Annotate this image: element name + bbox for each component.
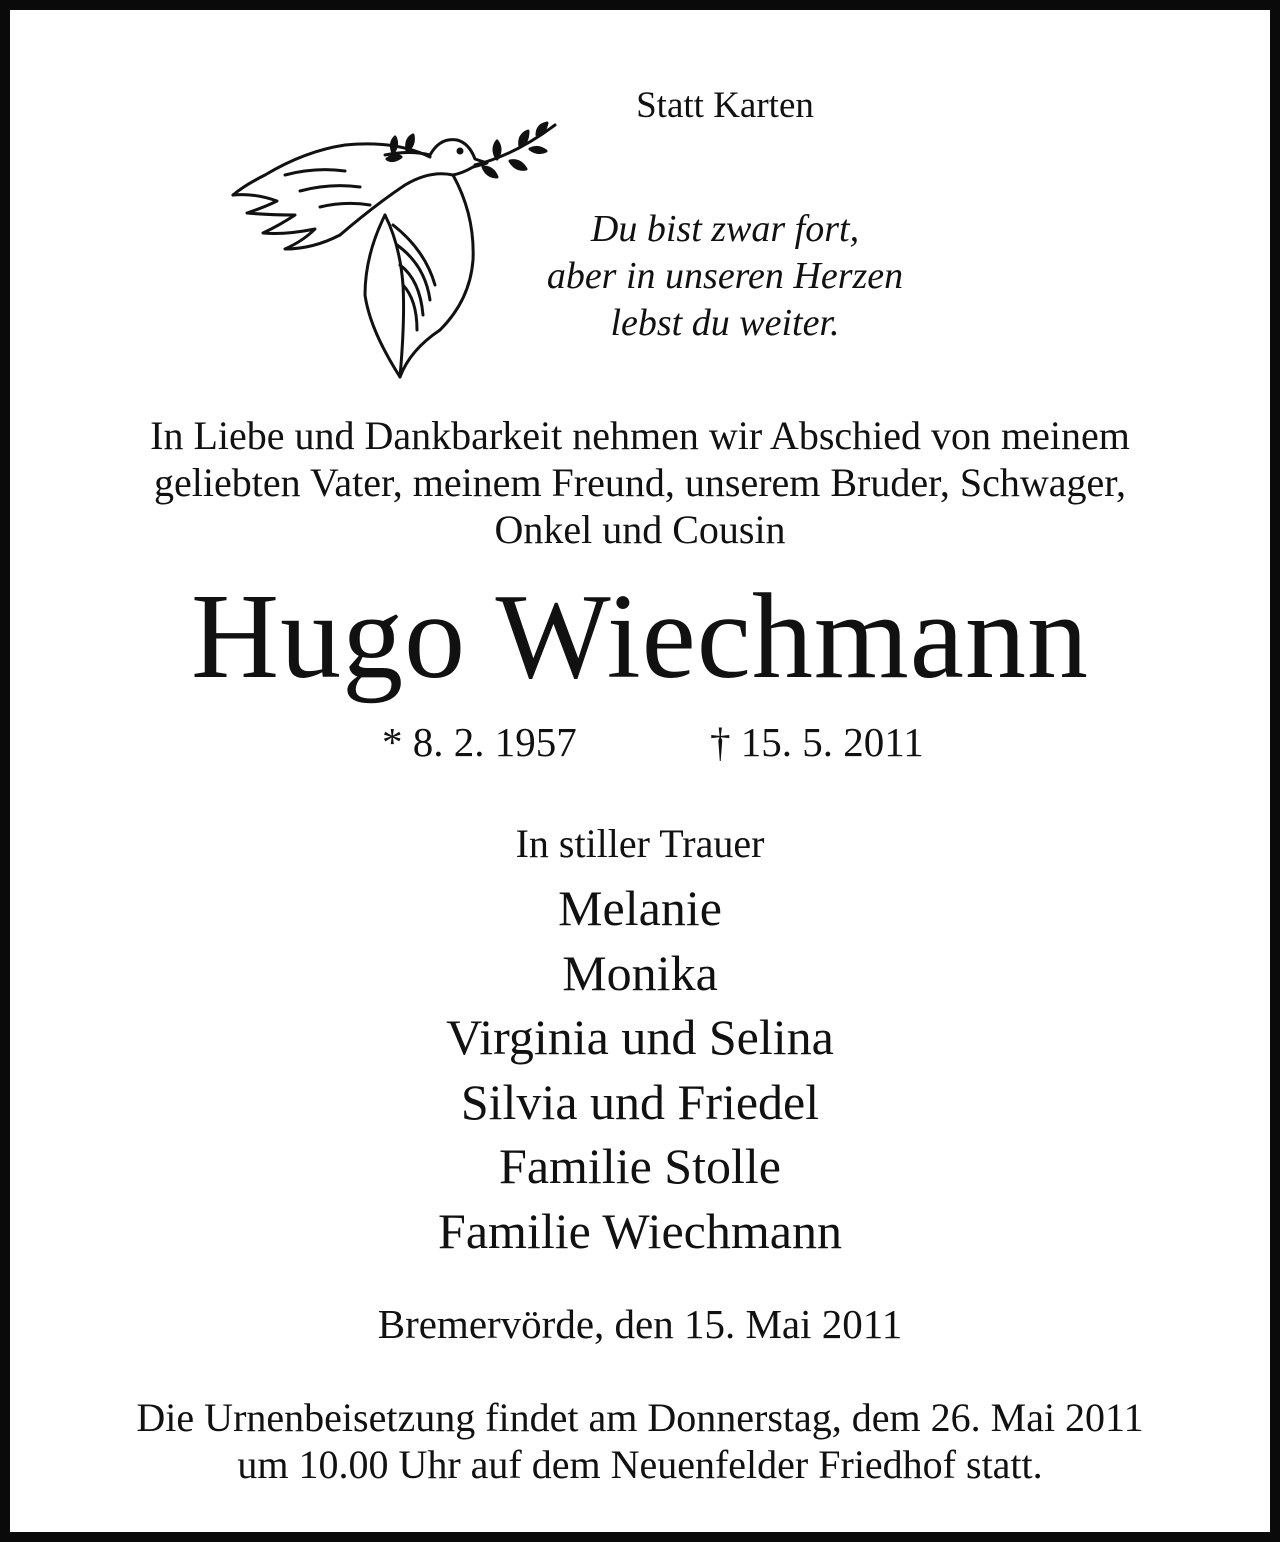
death-date: † 15. 5. 2011 <box>710 719 924 765</box>
notice-line: Die Urnenbeisetzung findet am Donnerstag, dem 26. Mai 2011 <box>136 1395 1144 1440</box>
birth-date: * 8. 2. 1957 <box>382 719 577 765</box>
mourner-name: Familie Wiechmann <box>438 1202 842 1259</box>
quote-line: aber in unseren Herzen <box>546 255 904 297</box>
mourner-name: Monika <box>562 944 718 1001</box>
intro-text <box>10 412 1270 553</box>
mourner-name: Silvia und Friedel <box>460 1073 820 1130</box>
mourner-name: Virginia und Selina <box>446 1009 834 1065</box>
quote-line: Du bist zwar fort, <box>590 208 860 250</box>
place-date: Bremervörde, den 15. Mai 2011 <box>377 1301 903 1347</box>
deceased-name: Hugo Wiechmann <box>191 569 1089 704</box>
notice-line: um 10.00 Uhr auf dem Neuenfelder Friedhof statt. <box>237 1442 1043 1487</box>
quote <box>490 206 960 347</box>
mourner-name: Familie Stolle <box>499 1138 781 1194</box>
header-title: Statt Karten <box>636 85 814 126</box>
quote-line: lebst du weiter. <box>610 302 840 344</box>
intro-line: geliebten Vater, meinem Freund, unserem Bruder, Schwager, <box>154 460 1126 505</box>
burial-notice <box>10 1394 1270 1488</box>
intro-line: In Liebe und Dankbarkeit nehmen wir Abschied von meinem <box>150 413 1130 458</box>
intro-line: Onkel und Cousin <box>494 507 786 552</box>
mourner-name: Melanie <box>558 880 722 936</box>
mourners-list <box>10 876 1270 1263</box>
mourners-heading: In stiller Trauer <box>515 821 765 866</box>
